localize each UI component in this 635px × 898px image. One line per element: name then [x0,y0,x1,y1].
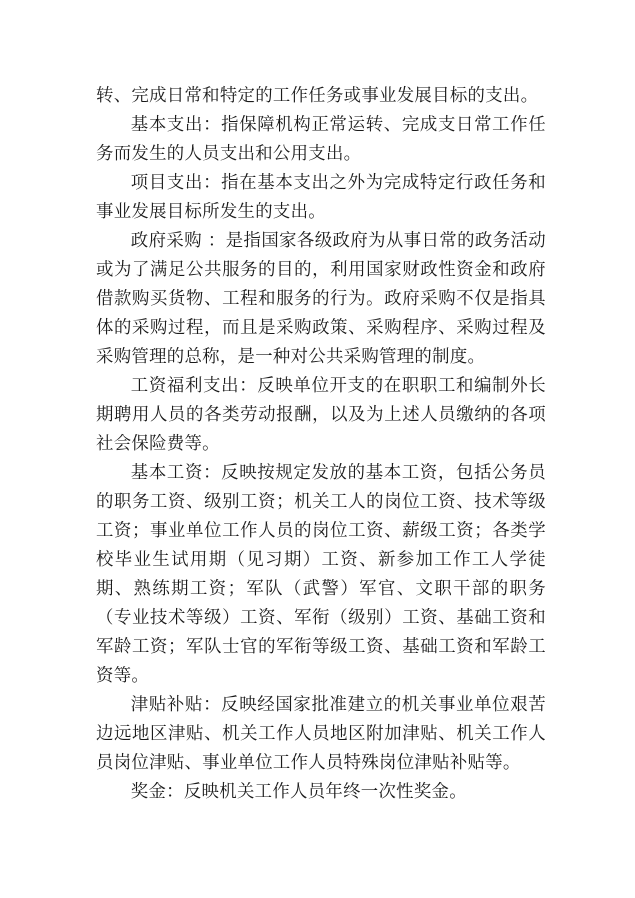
paragraph-allowances: 津贴补贴：反映经国家批准建立的机关事业单位艰苦边远地区津贴、机关工作人员地区附加津贴、机关工作人员岗位津贴、事业单位工作人员特殊岗位津贴补贴等。 [96,695,546,773]
paragraph-bonus: 奖金：反映机关工作人员年终一次性奖金。 [130,782,467,802]
paragraph-project-expenditure: 项目支出：指在基本支出之外为完成特定行政任务和事业发展目标所发生的支出。 [96,173,546,222]
body-text [96,82,546,807]
paragraph-basic-expenditure: 基本支出：指保障机构正常运转、完成支日常工作任务而发生的人员支出和公用支出。 [96,115,546,164]
paragraph-basic-wage: 基本工资：反映按规定发放的基本工资，包括公务员的职务工资、级别工资；机关工人的岗位工资、技术等级工资；事业单位工作人员的岗位工资、薪级工资；各类学校毕业生试用期（见习期）工资、新参加工作工人学徒期、熟练期工资；军队（武警）军官、文职干部的职务（专业技术等级）工资、军衔（级别）工资、基础工资和军龄工资；军队士官的军衔等级工资、基础工资和军龄工资等。 [96,463,546,686]
paragraph-continuation: 转、完成日常和特定的工作任务或事业发展目标的支出。 [96,86,539,106]
paragraph-wage-welfare: 工资福利支出：反映单位开支的在职职工和编制外长期聘用人员的各类劳动报酬，以及为上述人员缴纳的各项社会保险费等。 [96,376,546,454]
paragraph-government-procurement: 政府采购 ：是指国家各级政府为从事日常的政务活动或为了满足公共服务的目的，利用国家财政性资金和政府借款购买货物、工程和服务的行为。政府采购不仅是指具体的采购过程，而且是采购政策、采购程序、采购过程及采购管理的总称，是一种对公共采购管理的制度。 [96,231,546,367]
